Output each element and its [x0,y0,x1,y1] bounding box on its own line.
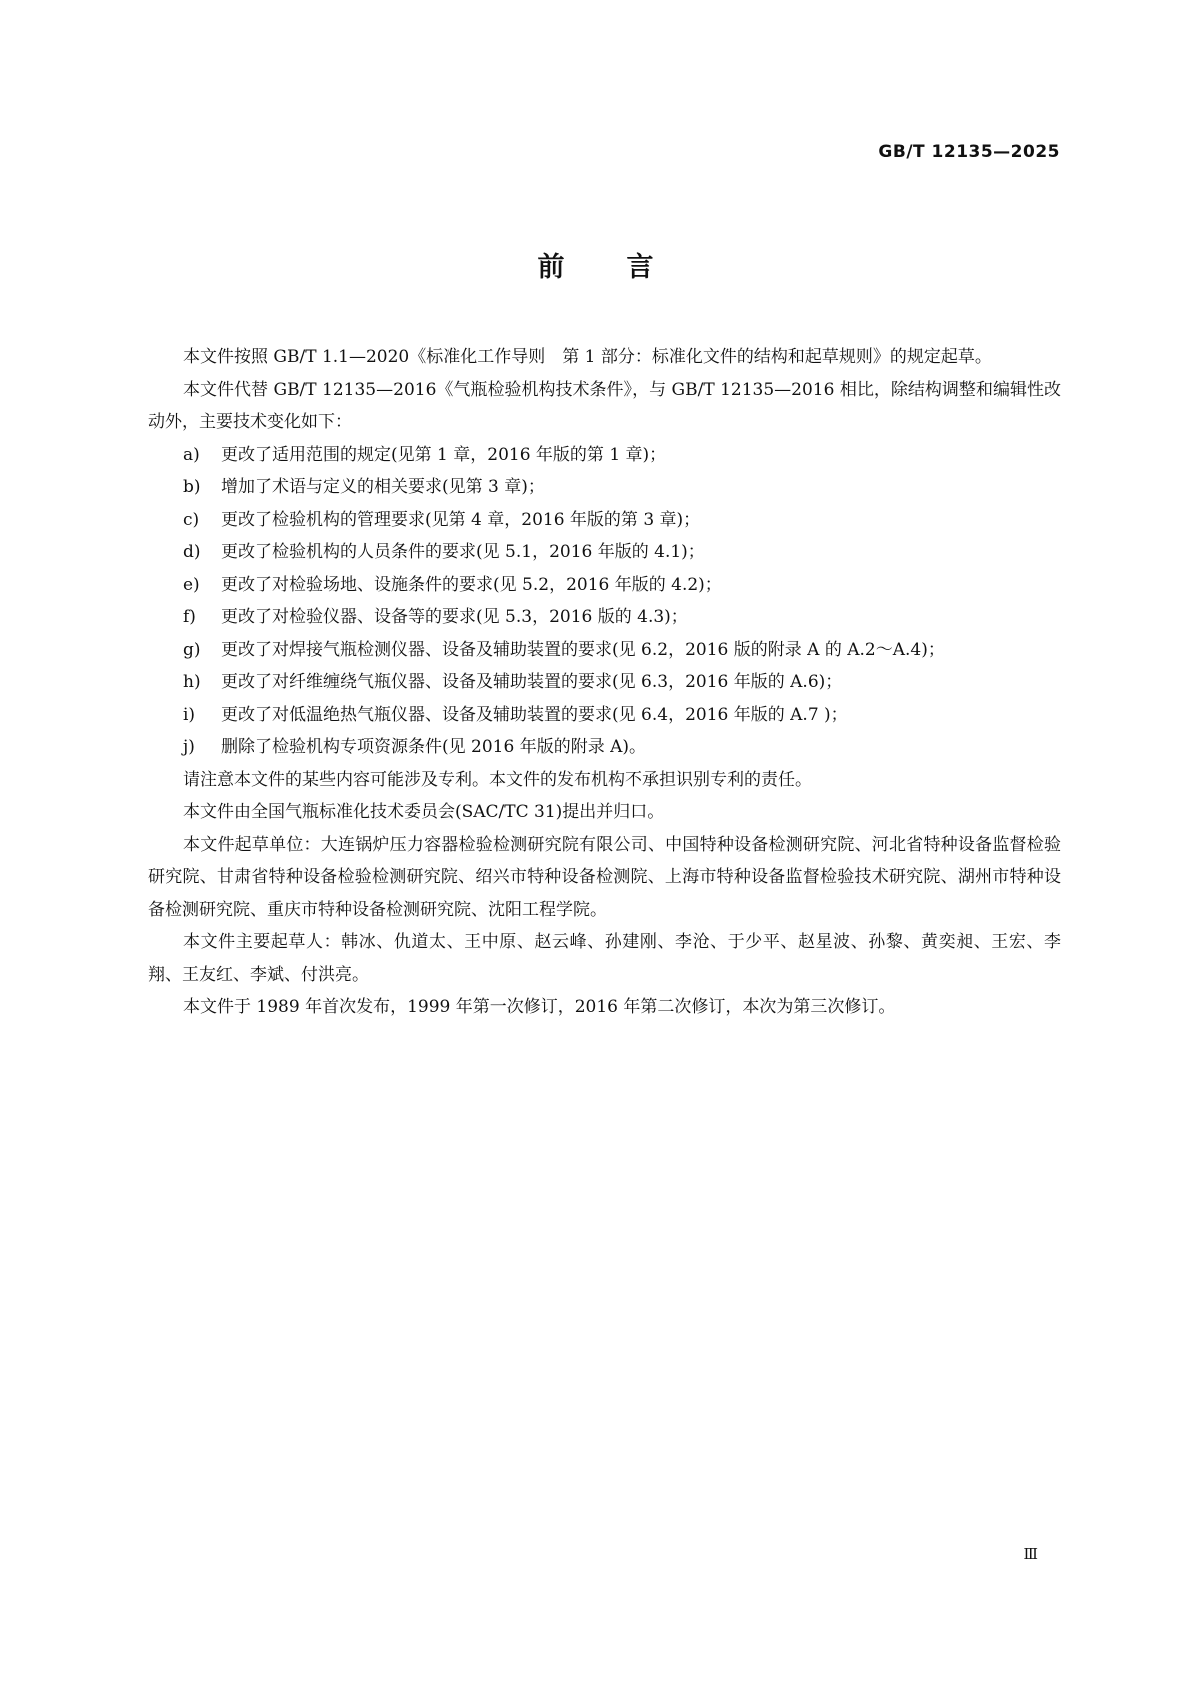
change-item-text: 更改了对焊接气瓶检测仪器、设备及辅助装置的要求(见 6.2，2016 版的附录 A 的 A.2～A.4)； [221,639,945,660]
paragraph-replacement: 本文件代替 GB/T 12135—2016《气瓶检验机构技术条件》，与 GB/T 12135—2016 相比，除结构调整和编辑性改动外，主要技术变化如下： [148,379,1061,432]
paragraph-history: 本文件于 1989 年首次发布，1999 年第一次修订，2016 年第二次修订，本次为第三次修订。 [183,997,896,1017]
change-item [148,471,1061,504]
page-number: Ⅲ [1023,1545,1038,1563]
change-item [148,601,1061,634]
change-item [148,536,1061,569]
paragraph-drafting-rules: 本文件按照 GB/T 1.1—2020《标准化工作导则 第 1 部分：标准化文件的结构和起草规则》的规定起草。 [183,347,992,367]
change-item-label: e) [183,574,200,595]
change-item [148,569,1061,602]
change-item-label: c) [183,509,200,530]
change-item-label: h) [183,672,201,692]
change-item-text: 更改了检验机构的管理要求(见第 4 章，2016 年版的第 3 章)； [221,509,701,530]
change-item-label: j) [183,737,195,757]
foreword-body [148,341,1061,1024]
change-item-text: 删除了检验机构专项资源条件(见 2016 年版的附录 A)。 [221,737,647,757]
change-item-label: d) [183,542,201,562]
standard-code: GB/T 12135—2025 [878,142,1060,162]
change-item-label: g) [183,639,201,660]
change-item-text: 更改了对纤维缠绕气瓶仪器、设备及辅助装置的要求(见 6.3，2016 年版的 A.6)； [221,672,843,692]
paragraph-committee: 本文件由全国气瓶标准化技术委员会(SAC/TC 31)提出并归口。 [183,802,665,822]
paragraph-drafters: 本文件主要起草人：韩冰、仇道太、王中原、赵云峰、孙建刚、李沧、于少平、赵星波、孙黎、黄奕昶、王宏、李翔、王友红、李斌、付洪亮。 [148,932,1061,985]
change-item-label: f) [183,607,196,627]
change-item [148,634,1061,667]
change-item-text: 增加了术语与定义的相关要求(见第 3 章)； [221,477,545,497]
change-item-text: 更改了对检验场地、设施条件的要求(见 5.2，2016 年版的 4.2)； [221,574,722,595]
change-item [148,439,1061,472]
change-item-text: 更改了对低温绝热气瓶仪器、设备及辅助装置的要求(见 6.4，2016 年版的 A.7 )； [221,704,848,725]
change-item-label: b) [183,477,201,497]
change-item [148,666,1061,699]
change-item-text: 更改了对检验仪器、设备等的要求(见 5.3，2016 版的 4.3)； [221,607,688,627]
change-item [148,699,1061,732]
change-item-label: i) [183,704,196,725]
change-item-label: a) [183,444,200,465]
paragraph-drafting-units: 本文件起草单位：大连锅炉压力容器检验检测研究院有限公司、中国特种设备检测研究院、河北省特种设备监督检验研究院、甘肃省特种设备检验检测研究院、绍兴市特种设备检测院、上海市特种设备监督检验技术研究院、湖州市特种设备检测研究院、重庆市特种设备检测研究院、沈阳工程学院。 [148,834,1061,920]
change-item-text: 更改了检验机构的人员条件的要求(见 5.1，2016 年版的 4.1)； [221,542,705,562]
title-char-1: 前 [537,252,565,283]
page-title [0,245,1191,284]
change-item [148,731,1061,764]
change-item-text: 更改了适用范围的规定(见第 1 章，2016 年版的第 1 章)； [221,444,667,465]
change-item [148,504,1061,537]
title-char-2: 言 [626,252,654,283]
paragraph-patent-notice: 请注意本文件的某些内容可能涉及专利。本文件的发布机构不承担识别专利的责任。 [183,769,812,790]
